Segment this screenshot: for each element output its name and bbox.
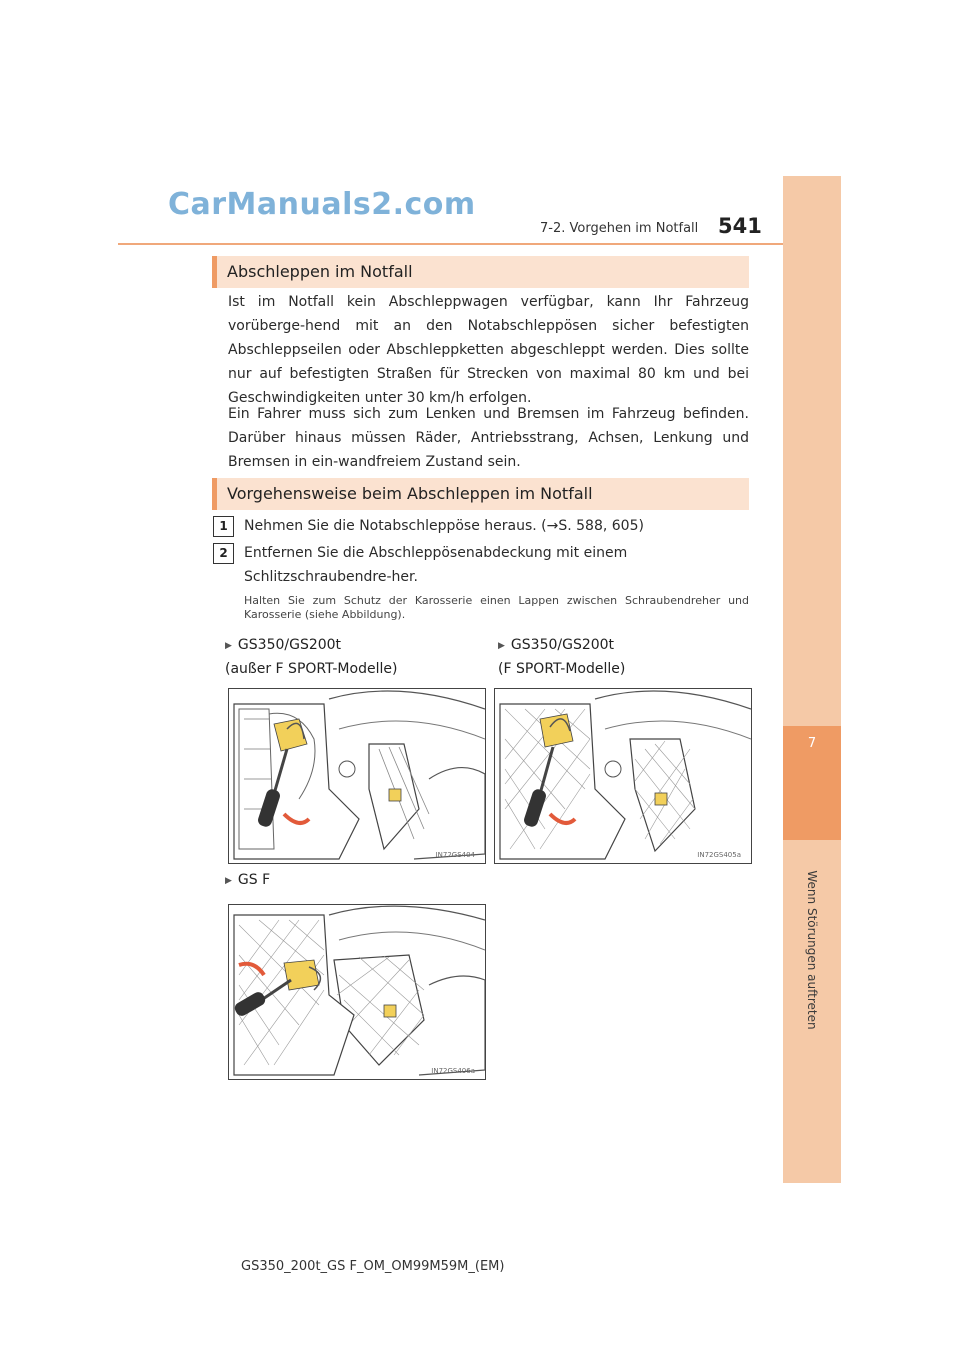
chapter-title: Wenn Störungen auftreten [805, 870, 819, 1030]
variant-label [225, 634, 397, 680]
front-bumper-illustration [495, 689, 751, 863]
illustration-gs350-standard [228, 688, 486, 864]
step-text: Nehmen Sie die Notabschleppöse heraus. (→S. 588, 605) [244, 518, 644, 534]
section-heading-procedure [212, 478, 749, 510]
step-number-badge: 1 [213, 516, 234, 537]
bullet-triangle-icon: ▶ [225, 641, 232, 651]
step-text: Entfernen Sie die Abschleppösenabdeckung mit einem Schlitzschraubendre-her. [244, 545, 628, 585]
image-code: IN72GS404 [435, 851, 475, 859]
heading-accent [212, 478, 217, 510]
paragraph: Ist im Notfall kein Abschleppwagen verfügbar, kann Ihr Fahrzeug vorüberge-hend mit an den Notabschleppösen sicher befestigten Abschleppseilen oder Abschleppketten abgeschleppt werden. Dies sollte nur auf befestigten Straßen für Strecken von maximal 80 km und bei Geschwindigkeiten unter 30 km/h erfolgen. [228, 294, 749, 406]
cover-marker [389, 789, 401, 801]
image-code: IN72GS405a [697, 851, 741, 859]
cloth-icon [284, 960, 319, 990]
variant-model: GS F [237, 872, 271, 888]
section-title: 7-2. Vorgehen im Notfall [540, 221, 699, 236]
bullet-triangle-icon: ▶ [498, 641, 505, 651]
paragraph: Ein Fahrer muss sich zum Lenken und Bremsen im Fahrzeug befinden. Darüber hinaus müssen Räder, Antriebsstrang, Achsen, Lenkung und Bremsen in ein-wandfreiem Zustand sein. [228, 406, 749, 470]
step-number-badge: 2 [213, 543, 234, 564]
page-number: 541 [718, 214, 762, 238]
variant-model: GS350/GS200t [237, 637, 342, 653]
document-footer: GS350_200t_GS F_OM_OM99M59M_(EM) [241, 1259, 505, 1274]
cloth-icon [540, 714, 573, 747]
variant-label [225, 869, 270, 893]
heading-text: Vorgehensweise beim Abschleppen im Notfall [227, 484, 593, 503]
variant-model: GS350/GS200t [510, 637, 615, 653]
cover-marker [655, 793, 667, 805]
header-rule [118, 243, 783, 245]
chapter-number: 7 [807, 736, 817, 751]
step-note: Halten Sie zum Schutz der Karosserie einen Lappen zwischen Schraubendreher und Karosserie (siehe Abbildung). [244, 594, 749, 621]
illustration-gsf [228, 904, 486, 1080]
front-bumper-illustration [229, 905, 485, 1079]
cover-marker [384, 1005, 396, 1017]
variant-detail: (F SPORT-Modelle) [498, 661, 626, 677]
section-heading-emergency-towing [212, 256, 749, 288]
bullet-triangle-icon: ▶ [225, 876, 232, 886]
watermark-logo[interactable]: CarManuals2.com [168, 187, 476, 222]
heading-accent [212, 256, 217, 288]
illustration-gs350-fsport [494, 688, 752, 864]
image-code: IN72GS406a [431, 1067, 475, 1075]
variant-label [498, 634, 625, 680]
heading-text: Abschleppen im Notfall [227, 262, 413, 281]
variant-detail: (außer F SPORT-Modelle) [225, 661, 398, 677]
front-bumper-illustration [229, 689, 485, 863]
